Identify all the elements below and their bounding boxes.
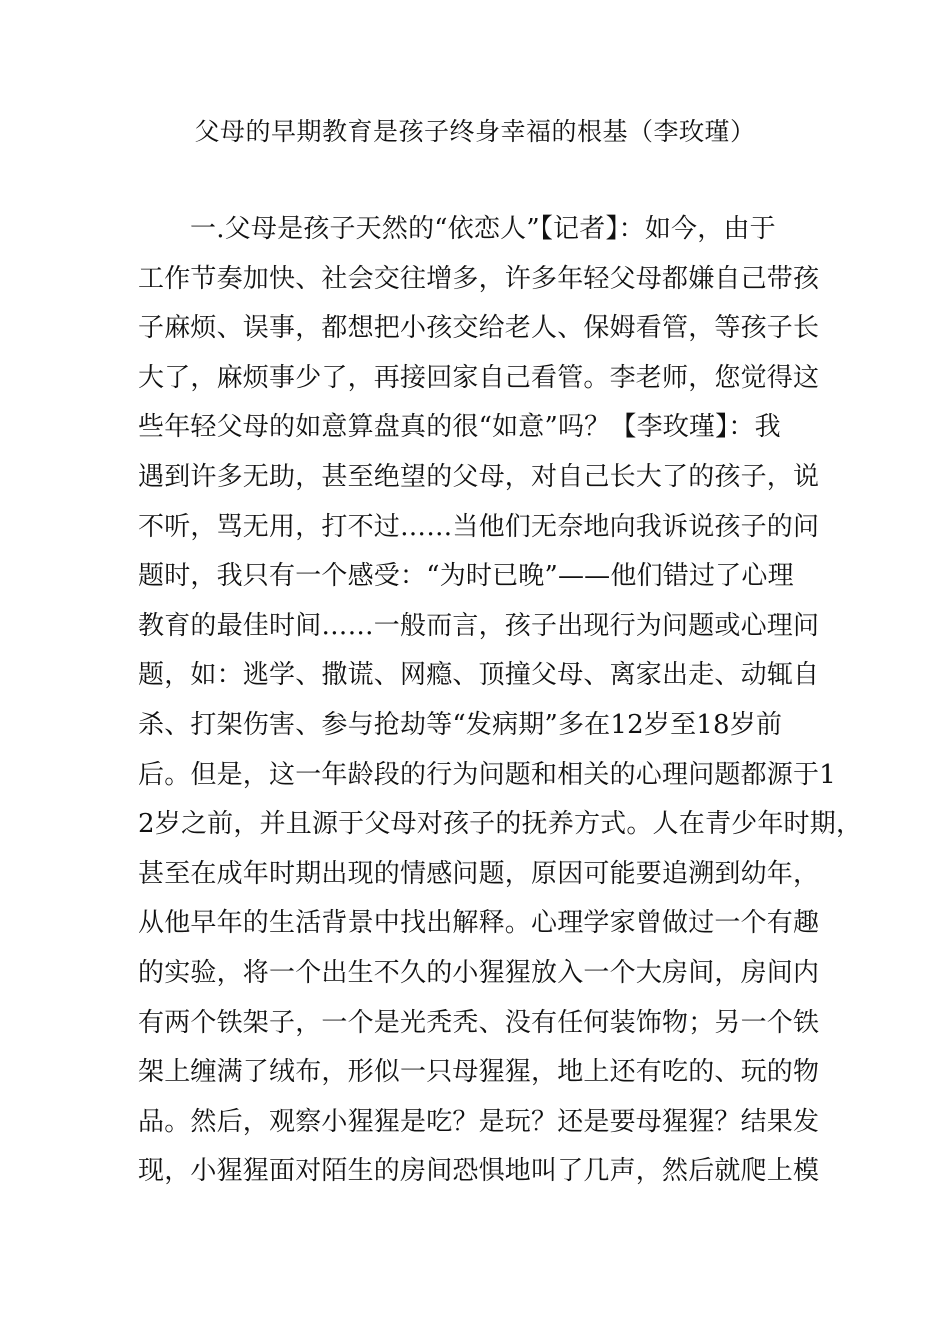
body-line: 品。然后，观察小猩猩是吃？是玩？还是要母猩猩？结果发 (138, 1106, 820, 1137)
body-line: 后。但是，这一年龄段的行为问题和相关的心理问题都源于1 (138, 759, 836, 790)
body-line: 题时，我只有一个感受：“为时已晚”——他们错过了心理 (138, 561, 794, 592)
document-body (138, 205, 863, 1197)
body-line: 一.父母是孩子天然的“依恋人”【记者】：如今，由于 (190, 214, 776, 244)
document-title: 父母的早期教育是孩子终身幸福的根基（李玫瑾） (194, 117, 756, 146)
body-line: 教育的最佳时间……一般而言，孩子出现行为问题或心理问 (138, 610, 820, 641)
body-line: 杀、打架伤害、参与抢劫等“发病期”多在12岁至18岁前 (138, 709, 783, 740)
body-line: 从他早年的生活背景中找出解释。心理学家曾做过一个有趣 (138, 908, 820, 939)
body-line: 些年轻父母的如意算盘真的很“如意”吗？【李玫瑾】：我 (138, 412, 781, 443)
body-line: 有两个铁架子，一个是光秃秃、没有任何装饰物；另一个铁 (138, 1007, 820, 1038)
body-line: 大了，麻烦事少了，再接回家自己看管。李老师，您觉得这 (138, 362, 820, 393)
body-line: 现，小猩猩面对陌生的房间恐惧地叫了几声，然后就爬上模 (138, 1156, 820, 1187)
body-line: 子麻烦、误事，都想把小孩交给老人、保姆看管，等孩子长 (138, 313, 820, 344)
body-line: 甚至在成年时期出现的情感问题，原因可能要追溯到幼年， (138, 858, 820, 889)
body-line: 工作节奏加快、社会交往增多，许多年轻父母都嫌自己带孩 (138, 263, 820, 294)
body-line: 遇到许多无助，甚至绝望的父母，对自己长大了的孩子，说 (138, 461, 820, 492)
body-line: 2岁之前，并且源于父母对孩子的抚养方式。人在青少年时期， (138, 809, 863, 840)
body-line: 不听，骂无用，打不过……当他们无奈地向我诉说孩子的问 (138, 511, 820, 542)
body-line: 题，如：逃学、撒谎、网瘾、顶撞父母、离家出走、动辄自 (138, 660, 820, 691)
body-line: 架上缠满了绒布，形似一只母猩猩，地上还有吃的、玩的物 (138, 1057, 820, 1088)
body-line: 的实验，将一个出生不久的小猩猩放入一个大房间，房间内 (138, 957, 820, 988)
